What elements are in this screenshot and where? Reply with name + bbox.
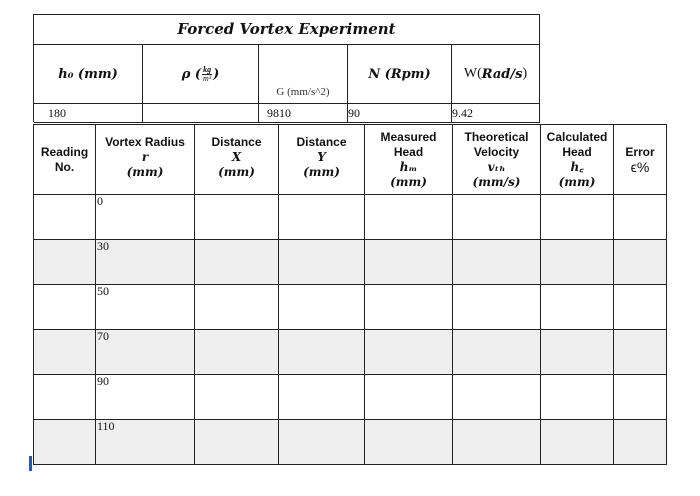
theoretical-velocity-cell[interactable] bbox=[453, 195, 541, 240]
error-cell[interactable] bbox=[614, 330, 667, 375]
h0-header: h₀ (mm) bbox=[34, 45, 143, 104]
distance-y-cell[interactable] bbox=[279, 330, 365, 375]
error-cell[interactable] bbox=[614, 375, 667, 420]
col-error: Error ϵ% bbox=[614, 125, 667, 195]
radius-cell[interactable]: 50 bbox=[96, 285, 195, 330]
reading-no-cell[interactable] bbox=[34, 195, 96, 240]
calculated-head-cell[interactable] bbox=[541, 195, 614, 240]
theoretical-velocity-cell[interactable] bbox=[453, 240, 541, 285]
table-row bbox=[34, 240, 667, 285]
calculated-head-cell[interactable] bbox=[541, 330, 614, 375]
gravity-header: G (mm/s^2) bbox=[259, 45, 348, 104]
rpm-value[interactable]: 90 bbox=[348, 104, 452, 123]
h0-value[interactable]: 180 bbox=[34, 104, 143, 123]
table-row bbox=[34, 375, 667, 420]
theoretical-velocity-cell[interactable] bbox=[453, 420, 541, 465]
distance-x-cell[interactable] bbox=[195, 375, 279, 420]
table-row bbox=[34, 330, 667, 375]
reading-no-cell[interactable] bbox=[34, 285, 96, 330]
theoretical-velocity-cell[interactable] bbox=[453, 285, 541, 330]
radius-cell[interactable]: 110 bbox=[96, 420, 195, 465]
table-row bbox=[34, 285, 667, 330]
radius-cell[interactable]: 0 bbox=[96, 195, 195, 240]
theoretical-velocity-cell[interactable] bbox=[453, 330, 541, 375]
measured-head-cell[interactable] bbox=[365, 285, 453, 330]
measured-head-cell[interactable] bbox=[365, 195, 453, 240]
distance-y-cell[interactable] bbox=[279, 285, 365, 330]
calculated-head-cell[interactable] bbox=[541, 240, 614, 285]
table-title: Forced Vortex Experiment bbox=[34, 14, 540, 45]
calculated-head-cell[interactable] bbox=[541, 285, 614, 330]
table-row bbox=[34, 195, 667, 240]
measured-head-cell[interactable] bbox=[365, 420, 453, 465]
distance-y-cell[interactable] bbox=[279, 240, 365, 285]
angular-velocity-header: W( Rad/s ) bbox=[452, 45, 540, 104]
measured-head-cell[interactable] bbox=[365, 330, 453, 375]
density-value[interactable] bbox=[143, 104, 259, 123]
error-cell[interactable] bbox=[614, 420, 667, 465]
radius-cell[interactable]: 30 bbox=[96, 240, 195, 285]
reading-no-cell[interactable] bbox=[34, 240, 96, 285]
parameters-table bbox=[33, 14, 540, 122]
col-distance-x: Distance X (mm) bbox=[195, 125, 279, 195]
col-vortex-radius: Vortex Radius r (mm) bbox=[96, 125, 195, 195]
radius-cell[interactable]: 90 bbox=[96, 375, 195, 420]
calculated-head-cell[interactable] bbox=[541, 420, 614, 465]
radius-cell[interactable]: 70 bbox=[96, 330, 195, 375]
density-unit-fraction: $\frac{kg}{\text{m³}}$ bbox=[202, 64, 212, 83]
distance-y-cell[interactable] bbox=[279, 195, 365, 240]
error-cell[interactable] bbox=[614, 195, 667, 240]
col-theoretical-velocity: Theoretical Velocity vₜₕ (mm/s) bbox=[453, 125, 541, 195]
distance-y-cell[interactable] bbox=[279, 420, 365, 465]
distance-x-cell[interactable] bbox=[195, 195, 279, 240]
distance-x-cell[interactable] bbox=[195, 240, 279, 285]
theoretical-velocity-cell[interactable] bbox=[453, 375, 541, 420]
error-cell[interactable] bbox=[614, 285, 667, 330]
distance-x-cell[interactable] bbox=[195, 420, 279, 465]
col-reading-no: Reading No. bbox=[34, 125, 96, 195]
col-distance-y: Distance Y (mm) bbox=[279, 125, 365, 195]
distance-x-cell[interactable] bbox=[195, 285, 279, 330]
calculated-head-cell[interactable] bbox=[541, 375, 614, 420]
table-row bbox=[34, 420, 667, 465]
text-cursor bbox=[29, 456, 32, 471]
error-cell[interactable] bbox=[614, 240, 667, 285]
distance-y-cell[interactable] bbox=[279, 375, 365, 420]
col-calculated-head: Calculated Head h꜀ (mm) bbox=[541, 125, 614, 195]
rpm-header: N (Rpm) bbox=[348, 45, 452, 104]
measured-head-cell[interactable] bbox=[365, 240, 453, 285]
col-measured-head: Measured Head hₘ (mm) bbox=[365, 125, 453, 195]
header-row bbox=[34, 125, 667, 195]
density-header: ρ ( $\frac{kg}{\text{m³}}$ ) bbox=[143, 45, 259, 104]
reading-no-cell[interactable] bbox=[34, 420, 96, 465]
reading-no-cell[interactable] bbox=[34, 330, 96, 375]
gravity-value[interactable]: 9810 bbox=[259, 104, 348, 123]
readings-table bbox=[33, 124, 667, 465]
distance-x-cell[interactable] bbox=[195, 330, 279, 375]
angular-velocity-value[interactable]: 9.42 bbox=[452, 104, 540, 123]
measured-head-cell[interactable] bbox=[365, 375, 453, 420]
reading-no-cell[interactable] bbox=[34, 375, 96, 420]
